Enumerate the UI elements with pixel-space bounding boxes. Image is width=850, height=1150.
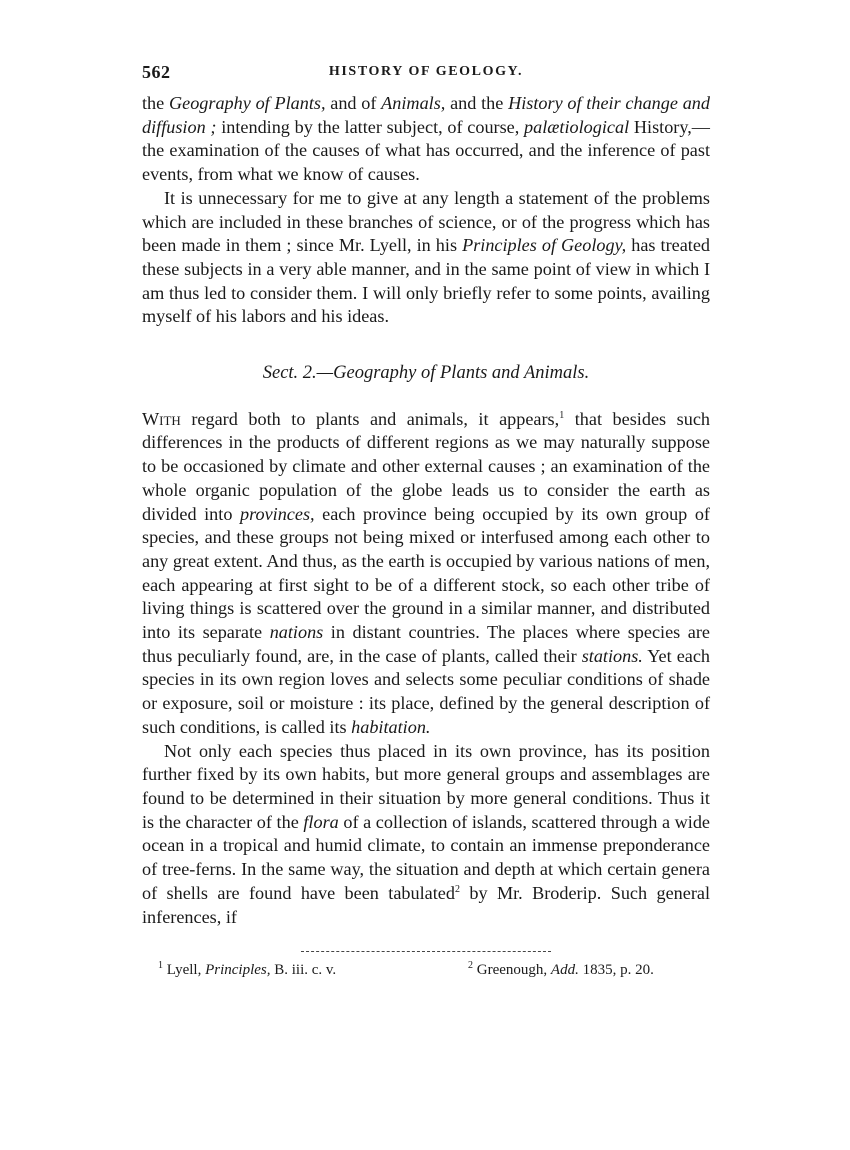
- italic-run: flora: [303, 811, 339, 832]
- text-run: History,—the examination of the causes of what has occurred, and the inference of past events, from what we know of causes.: [142, 116, 710, 185]
- text-run: by Mr. Broderip. Such general inferences, if: [142, 882, 711, 927]
- footnote-author: Lyell,: [166, 962, 206, 979]
- footnote-mark: 2: [468, 960, 473, 972]
- page-header: [142, 58, 710, 92]
- footnote-ref-1: 1: [559, 409, 565, 421]
- italic-run: provinces,: [240, 503, 315, 524]
- italic-run: habitation.: [351, 716, 431, 737]
- italic-run: Principles of Geology,: [462, 235, 627, 256]
- text-run: and of: [325, 93, 382, 113]
- text-run: in distant countries. The places where species are thus peculiarly found, are, in the case of plants, called their: [142, 622, 710, 666]
- text-run: Not only each species thus placed in its own province, has its position further fixed by its own habits, but more general groups and assemblages are found to be determined in their situation by more general conditions. Thus it is the character of the: [142, 740, 710, 832]
- footnote-title: Principles,: [205, 962, 271, 979]
- footnote-ref-2: 2: [454, 883, 460, 895]
- book-page: [142, 58, 710, 984]
- italic-run: Animals,: [381, 93, 446, 113]
- text-run: regard both to plants and animals, it appears,: [180, 408, 560, 429]
- italic-run: palætiological: [524, 116, 630, 137]
- italic-run: stations.: [581, 645, 643, 666]
- paragraph-2: [142, 187, 710, 329]
- running-head: HISTORY OF GEOLOGY.: [328, 64, 524, 79]
- text-run: that besides such differences in the products of different regions as we may naturally suppose to be occasioned by climate and other external causes ; an examination of the whole organic population of the globe leads us to consider the earth as divided into: [142, 408, 710, 524]
- body-text: [142, 92, 710, 929]
- footnote-reference: 1835, p. 20.: [578, 962, 654, 979]
- paragraph-4: [142, 740, 710, 930]
- italic-run: nations: [269, 622, 324, 643]
- text-run: each province being occupied by its own group of species, and these groups not being mixed or interfused among each other to any great extent. And thus, as the earth is occupied by various nations of men, each appearing at first sight to be of a different stock, so each other tribe of living things is scattered over the ground in a similar manner, and distributed into its separate: [142, 503, 710, 643]
- text-run: Yet each species in its own region loves and selects some peculiar conditions of shade or exposure, soil or moisture : its place, defined by the general description of such conditions, is called its: [142, 645, 711, 737]
- text-run: of a collection of islands, scattered through a wide ocean in a tropical and humid climate, to contain an immense preponderance of tree-ferns. In the same way, the situation and depth at which certain genera of shells are found have been tabulated: [142, 811, 710, 903]
- text-run: the: [142, 93, 169, 113]
- text-run: intending by the latter subject, of course,: [216, 116, 525, 137]
- section-heading: Sect. 2.—Geography of Plants and Animals.: [262, 363, 590, 384]
- small-caps-run: With: [142, 408, 181, 429]
- footnote-title: Add.: [550, 962, 579, 979]
- paragraph-1: [142, 92, 710, 187]
- footnote-1: [158, 962, 336, 979]
- footnote-2: [468, 962, 654, 979]
- footnote-mark: 1: [158, 960, 163, 972]
- footnote-divider: [301, 951, 551, 952]
- footnote-reference: B. iii. c. v.: [270, 962, 337, 979]
- page-number: 562: [142, 62, 171, 82]
- text-run: and the: [445, 93, 509, 113]
- italic-run: Geography of Plants,: [168, 93, 326, 113]
- italic-run: History of their change and diffusion ;: [142, 93, 710, 137]
- text-run: It is unnecessary for me to give at any length a statement of the problems which are included in these branches of science, or of the progress which has been made in them ; since Mr. Lyell, in his: [142, 187, 710, 256]
- footnotes: [142, 962, 710, 984]
- paragraph-3: [142, 408, 710, 740]
- footnote-author: Greenough,: [476, 962, 551, 979]
- text-run: has treated these subjects in a very able manner, and in the same point of view in which I am thus led to consider them. I will only briefly refer to some points, availing myself of his labors and his ideas.: [142, 235, 711, 327]
